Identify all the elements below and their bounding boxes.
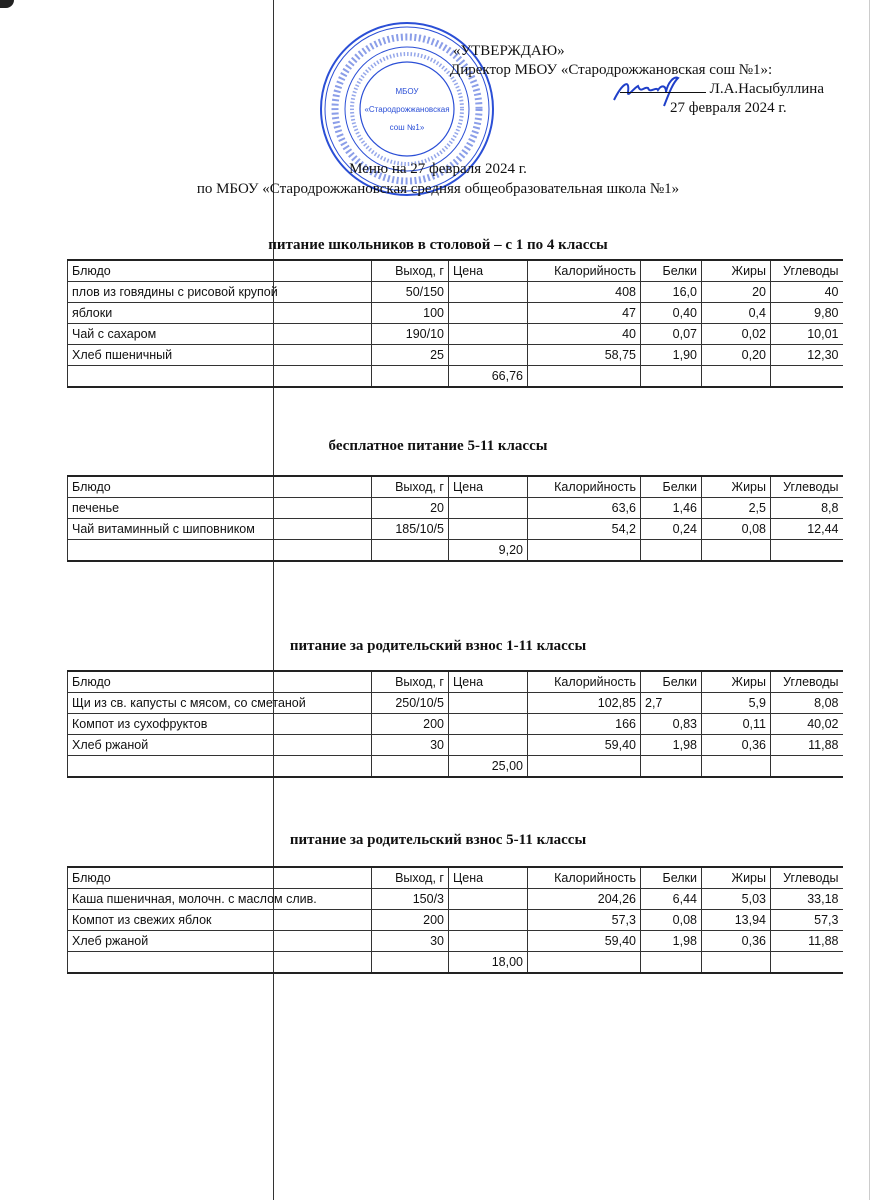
cell-calories: 58,75	[528, 345, 641, 366]
col-calories: Калорийность	[528, 260, 641, 282]
cell-carbs: 8,8	[771, 498, 843, 519]
cell-dish: Компот из свежих яблок	[68, 910, 372, 931]
approver-name: Л.А.Насыбуллина	[709, 81, 824, 97]
col-proteins: Белки	[641, 260, 702, 282]
col-yield: Выход, г	[372, 260, 449, 282]
cell-price	[449, 931, 528, 952]
table-row	[68, 498, 843, 519]
cell-calories: 408	[528, 282, 641, 303]
cell-fats: 0,08	[702, 519, 771, 540]
cell-yield: 185/10/5	[372, 519, 449, 540]
table-row	[68, 735, 843, 756]
cell-dish: Хлеб ржаной	[68, 735, 372, 756]
table-header-row	[68, 476, 843, 498]
col-calories: Калорийность	[528, 476, 641, 498]
col-calories: Калорийность	[528, 671, 641, 693]
cell-yield: 200	[372, 714, 449, 735]
col-calories: Калорийность	[528, 867, 641, 889]
cell-carbs: 8,08	[771, 693, 843, 714]
cell-fats: 13,94	[702, 910, 771, 931]
cell-carbs: 11,88	[771, 931, 843, 952]
section-title-1: питание школьников в столовой – с 1 по 4 классы	[268, 237, 608, 253]
section-title-4: питание за родительский взнос 5-11 классы	[289, 832, 587, 848]
col-proteins: Белки	[641, 671, 702, 693]
cell-yield: 150/3	[372, 889, 449, 910]
cell-dish: яблоки	[68, 303, 372, 324]
document-title: Меню на 27 февраля 2024 г.	[349, 161, 527, 177]
cell-price	[449, 282, 528, 303]
cell-carbs: 9,80	[771, 303, 843, 324]
cell-price	[449, 303, 528, 324]
col-carbs: Углеводы	[771, 671, 843, 693]
col-carbs: Углеводы	[771, 260, 843, 282]
cell-fats: 2,5	[702, 498, 771, 519]
total-row	[68, 366, 843, 388]
col-price: Цена	[449, 260, 528, 282]
table-row	[68, 889, 843, 910]
approval-position: Директор МБОУ «Стародрожжановская сош №1»:	[450, 62, 773, 78]
cell-price	[449, 889, 528, 910]
cell-yield: 100	[372, 303, 449, 324]
cell-dish: плов из говядины с рисовой крупой	[68, 282, 372, 303]
cell-price	[449, 714, 528, 735]
cell-yield: 25	[372, 345, 449, 366]
cell-dish: Компот из сухофруктов	[68, 714, 372, 735]
cell-dish: Каша пшеничная, молочн. с маслом слив.	[68, 889, 372, 910]
cell-carbs: 12,30	[771, 345, 843, 366]
cell-price	[449, 910, 528, 931]
table-row	[68, 931, 843, 952]
col-dish: Блюдо	[68, 671, 372, 693]
col-proteins: Белки	[641, 476, 702, 498]
cell-dish: Щи из св. капусты с мясом, со сметаной	[68, 693, 372, 714]
cell-calories: 59,40	[528, 735, 641, 756]
cell-carbs: 40,02	[771, 714, 843, 735]
col-price: Цена	[449, 476, 528, 498]
col-yield: Выход, г	[372, 671, 449, 693]
table-header-row	[68, 671, 843, 693]
col-dish: Блюдо	[68, 476, 372, 498]
menu-table-4	[67, 866, 843, 974]
cell-fats: 5,9	[702, 693, 771, 714]
col-dish: Блюдо	[68, 260, 372, 282]
cell-carbs: 57,3	[771, 910, 843, 931]
total-row	[68, 756, 843, 778]
cell-calories: 59,40	[528, 931, 641, 952]
cell-price	[449, 693, 528, 714]
scan-corner-mark	[0, 0, 14, 8]
cell-yield: 250/10/5	[372, 693, 449, 714]
cell-calories: 204,26	[528, 889, 641, 910]
cell-proteins: 2,7	[641, 693, 702, 714]
stamp-text-3: сош №1»	[389, 123, 425, 132]
total-price: 66,76	[449, 366, 528, 388]
approval-heading: «УТВЕРЖДАЮ»	[453, 43, 565, 59]
col-dish: Блюдо	[68, 867, 372, 889]
cell-proteins: 1,90	[641, 345, 702, 366]
cell-fats: 0,11	[702, 714, 771, 735]
cell-fats: 0,36	[702, 735, 771, 756]
cell-price	[449, 324, 528, 345]
table-row	[68, 714, 843, 735]
col-fats: Жиры	[702, 671, 771, 693]
cell-yield: 50/150	[372, 282, 449, 303]
cell-dish: Хлеб ржаной	[68, 931, 372, 952]
section-title-3: питание за родительский взнос 1-11 классы	[289, 638, 587, 654]
cell-calories: 63,6	[528, 498, 641, 519]
stamp-text-1: МБОУ	[395, 87, 419, 96]
approval-signature-line	[450, 80, 824, 99]
total-price: 25,00	[449, 756, 528, 778]
table-row	[68, 693, 843, 714]
cell-carbs: 10,01	[771, 324, 843, 345]
col-price: Цена	[449, 867, 528, 889]
cell-price	[449, 519, 528, 540]
table-row	[68, 303, 843, 324]
cell-calories: 102,85	[528, 693, 641, 714]
cell-yield: 30	[372, 735, 449, 756]
col-price: Цена	[449, 671, 528, 693]
cell-proteins: 0,83	[641, 714, 702, 735]
col-fats: Жиры	[702, 476, 771, 498]
cell-yield: 190/10	[372, 324, 449, 345]
col-carbs: Углеводы	[771, 476, 843, 498]
document-subtitle: по МБОУ «Стародрожжановская средняя общеобразовательная школа №1»	[196, 181, 680, 197]
cell-fats: 0,36	[702, 931, 771, 952]
cell-yield: 20	[372, 498, 449, 519]
cell-price	[449, 498, 528, 519]
table-header-row	[68, 867, 843, 889]
cell-proteins: 0,07	[641, 324, 702, 345]
table-row	[68, 519, 843, 540]
cell-proteins: 1,98	[641, 735, 702, 756]
total-price: 9,20	[449, 540, 528, 562]
cell-carbs: 40	[771, 282, 843, 303]
approval-block	[450, 42, 824, 118]
cell-fats: 0,20	[702, 345, 771, 366]
stamp-text-2: «Стародрожжановская	[364, 105, 450, 114]
menu-table-2	[67, 475, 843, 562]
approval-date: 27 февраля 2024 г.	[670, 100, 787, 116]
cell-fats: 5,03	[702, 889, 771, 910]
col-fats: Жиры	[702, 867, 771, 889]
cell-dish: Хлеб пшеничный	[68, 345, 372, 366]
cell-fats: 20	[702, 282, 771, 303]
cell-yield: 30	[372, 931, 449, 952]
cell-proteins: 0,24	[641, 519, 702, 540]
cell-proteins: 0,08	[641, 910, 702, 931]
cell-carbs: 11,88	[771, 735, 843, 756]
cell-fats: 0,02	[702, 324, 771, 345]
menu-table-1	[67, 259, 843, 388]
total-row	[68, 952, 843, 974]
col-proteins: Белки	[641, 867, 702, 889]
cell-dish: печенье	[68, 498, 372, 519]
table-row	[68, 910, 843, 931]
cell-calories: 57,3	[528, 910, 641, 931]
cell-calories: 47	[528, 303, 641, 324]
cell-proteins: 1,46	[641, 498, 702, 519]
cell-yield: 200	[372, 910, 449, 931]
cell-proteins: 1,98	[641, 931, 702, 952]
total-price: 18,00	[449, 952, 528, 974]
signature-underline	[620, 80, 706, 93]
cell-carbs: 12,44	[771, 519, 843, 540]
cell-fats: 0,4	[702, 303, 771, 324]
section-title-2: бесплатное питание 5-11 классы	[328, 438, 548, 454]
cell-dish: Чай с сахаром	[68, 324, 372, 345]
cell-calories: 54,2	[528, 519, 641, 540]
total-row	[68, 540, 843, 562]
cell-price	[449, 345, 528, 366]
cell-price	[449, 735, 528, 756]
col-fats: Жиры	[702, 260, 771, 282]
cell-calories: 166	[528, 714, 641, 735]
col-yield: Выход, г	[372, 867, 449, 889]
table-row	[68, 282, 843, 303]
table-row	[68, 345, 843, 366]
cell-proteins: 6,44	[641, 889, 702, 910]
cell-proteins: 16,0	[641, 282, 702, 303]
cell-carbs: 33,18	[771, 889, 843, 910]
cell-dish: Чай витаминный с шиповником	[68, 519, 372, 540]
cell-proteins: 0,40	[641, 303, 702, 324]
col-yield: Выход, г	[372, 476, 449, 498]
cell-calories: 40	[528, 324, 641, 345]
col-carbs: Углеводы	[771, 867, 843, 889]
menu-table-3	[67, 670, 843, 778]
table-header-row	[68, 260, 843, 282]
table-row	[68, 324, 843, 345]
